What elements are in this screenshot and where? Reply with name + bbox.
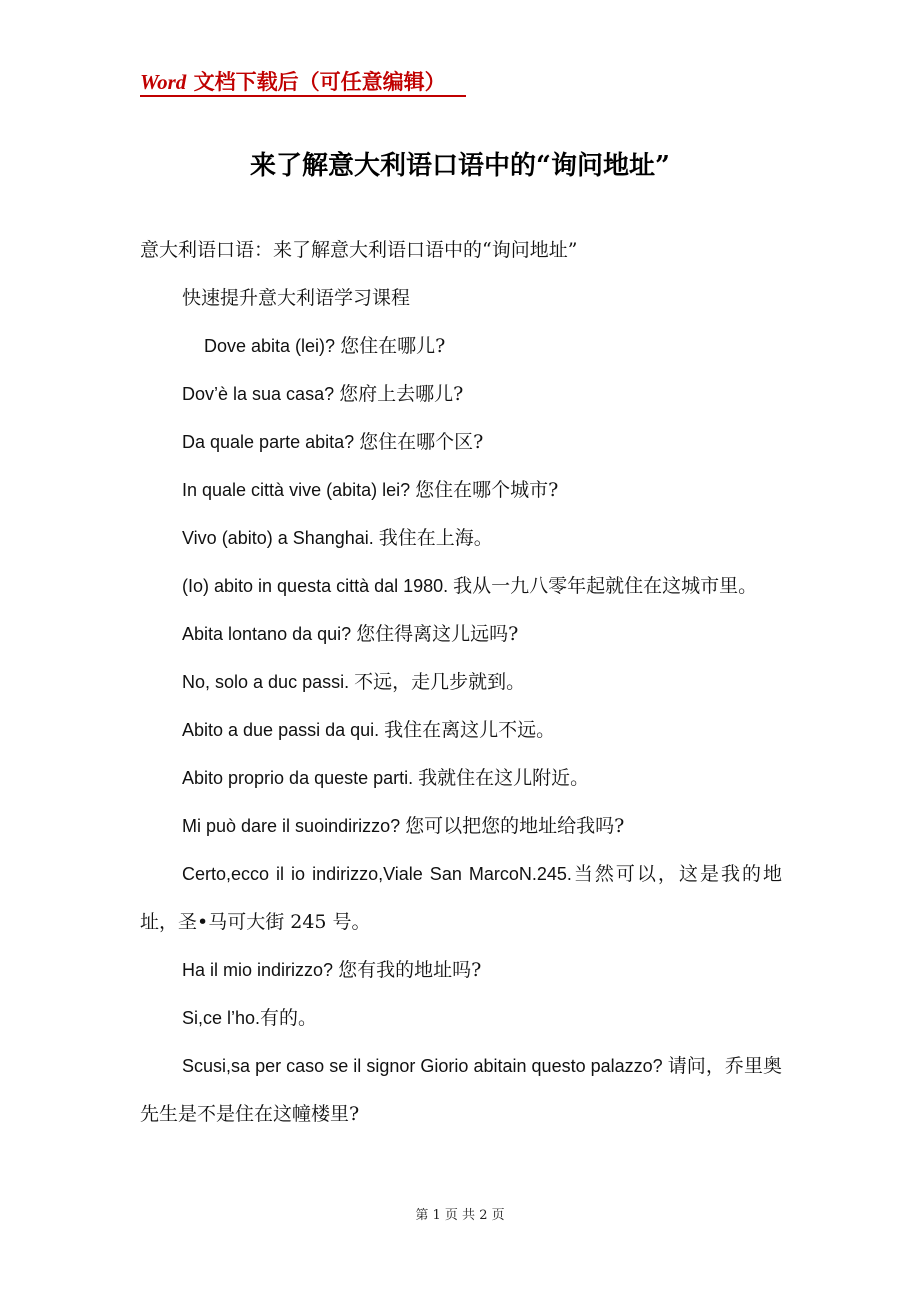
italian-phrase: Da quale parte abita? [182, 432, 360, 452]
phrase-line [140, 610, 782, 658]
italian-phrase: Vivo (abito) a Shanghai. [182, 528, 379, 548]
document-body [140, 226, 782, 1138]
phrase-line [140, 418, 782, 466]
phrase-line [140, 370, 782, 418]
chinese-translation: 请问，乔里奥先生是不是住在这幢楼里? [140, 1055, 782, 1125]
chinese-translation: 不远，走几步就到。 [354, 671, 526, 693]
italian-phrase: Abita lontano da qui? [182, 624, 357, 644]
chinese-translation: 我就住在这儿附近。 [418, 767, 590, 789]
chinese-translation: 我从一九八零年起就住在这城市里。 [453, 575, 758, 597]
italian-phrase: Abito proprio da queste parti. [182, 768, 419, 788]
italian-phrase: Si,ce l’ho. [182, 1008, 261, 1028]
phrase-line [140, 466, 782, 514]
phrase-line [140, 754, 782, 802]
phrase-line [140, 946, 782, 994]
phrase-line [140, 802, 782, 850]
phrase-line [140, 850, 782, 946]
italian-phrase: Dove abita (lei)? [204, 336, 341, 356]
italian-phrase: No, solo a duc passi. [182, 672, 355, 692]
phrase-line [140, 994, 782, 1042]
subheading-paragraph: 快速提升意大利语学习课程 [182, 287, 411, 309]
chinese-translation: 您住得离这儿远吗? [356, 623, 519, 645]
header-text: 文档下载后（可任意编辑） [186, 69, 446, 94]
italian-phrase: Abito a due passi da qui. [182, 720, 385, 740]
chinese-translation: 您住在哪个区? [359, 431, 484, 453]
header-underline [140, 95, 466, 97]
chinese-translation: 您可以把您的地址给我吗? [405, 815, 625, 837]
phrase-line [140, 562, 782, 610]
italian-phrase: Mi può dare il suoindirizzo? [182, 816, 406, 836]
chinese-translation: 您有我的地址吗? [338, 959, 482, 981]
phrase-line [140, 658, 782, 706]
phrase-line [140, 706, 782, 754]
phrase-line [140, 322, 782, 370]
chinese-translation: 您府上去哪儿? [339, 383, 464, 405]
chinese-translation: 您住在哪个城市? [415, 479, 559, 501]
italian-phrase: Scusi,sa per caso se il signor Giorio abitain questo palazzo? [182, 1056, 668, 1076]
phrase-line [140, 1042, 782, 1138]
chinese-translation: 有的。 [260, 1007, 318, 1029]
chinese-translation: 我住在离这儿不远。 [384, 719, 556, 741]
chinese-translation: 您住在哪儿? [340, 335, 446, 357]
header-brand: Word [140, 70, 187, 94]
italian-phrase: (Io) abito in questa città dal 1980. [182, 576, 454, 596]
italian-phrase: Ha il mio indirizzo? [182, 960, 339, 980]
intro-paragraph: 意大利语口语：来了解意大利语口语中的“询问地址” [140, 239, 578, 261]
document-header-banner [140, 66, 446, 98]
italian-phrase: Certo,ecco il io indirizzo,Viale San MarcoN.245. [182, 864, 572, 884]
italian-phrase: Dov’è la sua casa? [182, 384, 340, 404]
italian-phrase: In quale città vive (abita) lei? [182, 480, 416, 500]
phrase-line [140, 514, 782, 562]
page-footer: 第 1 页 共 2 页 [415, 1208, 505, 1223]
document-title: 来了解意大利语口语中的“询问地址” [250, 151, 670, 181]
chinese-translation: 当然可以，这是我的地址，圣•马可大街 245 号。 [140, 863, 782, 933]
chinese-translation: 我住在上海。 [378, 527, 493, 549]
